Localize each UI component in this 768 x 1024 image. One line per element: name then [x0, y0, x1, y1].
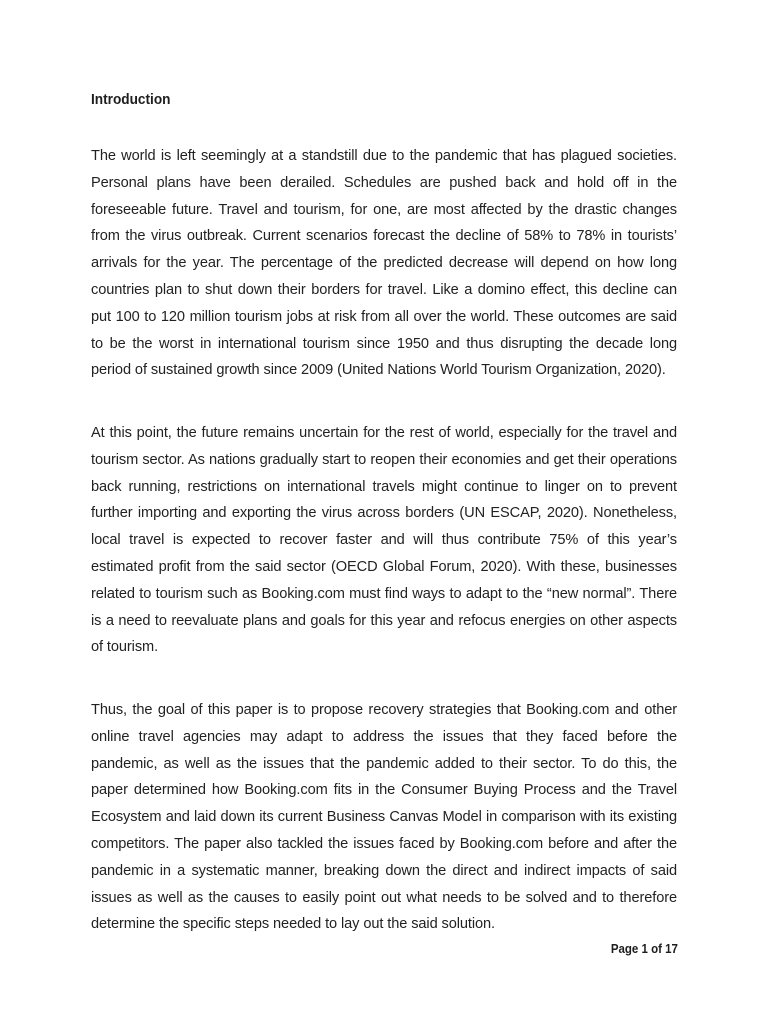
section-heading: Introduction — [91, 92, 171, 108]
page-number: Page 1 of 17 — [610, 942, 678, 956]
paragraph-2: At this point, the future remains uncertain for the rest of world, especially for the travel and tourism sector. As nations gradually start to reopen their economies and get their operations back running, restrictions on international travels might continue to linger on to prevent further importing and exporting the virus across borders (UN ESCAP, 2020). Nonetheless, local travel is expected to recover faster and will thus contribute 75% of this year’s estimated profit from the said sector (OECD Global Forum, 2020). With these, businesses related to tourism such as Booking.com must find ways to adapt to the “new normal”. There is a need to reevaluate plans and goals for this year and refocus energies on other aspects of tourism. — [91, 425, 677, 656]
paragraph-3: Thus, the goal of this paper is to propose recovery strategies that Booking.com and other online travel agencies may adapt to address the issues that they faced before the pandemic, as well as the issues that the pandemic added to their sector. To do this, the paper determined how Booking.com fits in the Consumer Buying Process and the Travel Ecosystem and laid down its current Business Canvas Model in comparison with its existing competitors. The paper also tackled the issues faced by Booking.com before and after the pandemic in a systematic manner, breaking down the direct and indirect impacts of said issues as well as the causes to easily point out what needs to be solved and to therefore determine the specific steps needed to lay out the said solution. — [91, 702, 677, 933]
paragraph-1: The world is left seemingly at a standstill due to the pandemic that has plagued societies. Personal plans have been derailed. Schedules are pushed back and hold off in the foreseeable future. Travel and tourism, for one, are most affected by the drastic changes from the virus outbreak. Current scenarios forecast the decline of 58% to 78% in tourists’ arrivals for the year. The percentage of the predicted decrease will depend on how long countries plan to shut down their borders for travel. Like a domino effect, this decline can put 100 to 120 million tourism jobs at risk from all over the world. These outcomes are said to be the worst in international tourism since 1950 and thus disrupting the decade long period of sustained growth since 2009 (United Nations World Tourism Organization, 2020). — [91, 148, 677, 379]
